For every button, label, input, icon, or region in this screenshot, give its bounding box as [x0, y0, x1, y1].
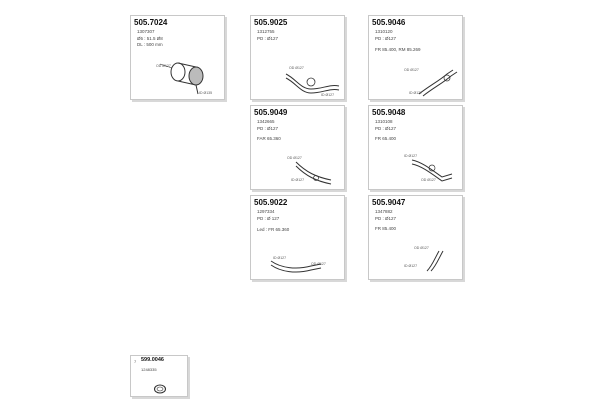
part-card-505-9022[interactable]: [250, 195, 345, 280]
pipe-drawing: [409, 66, 459, 98]
dimension-label: ID Ø127: [273, 256, 287, 260]
part-number: 505.9049: [254, 108, 288, 117]
application-line: Led : FR 65.360: [257, 227, 290, 232]
oem-number: 1307307: [137, 29, 155, 34]
spec-line: PD : Ø127: [375, 126, 397, 131]
dimension-label: OD Ø127: [414, 246, 429, 250]
application-line: FR 65.400: [375, 136, 397, 141]
part-number: 599.0046: [141, 357, 164, 363]
pipe-drawing: [417, 246, 447, 274]
dimension-label: OD Ø127: [287, 156, 302, 160]
part-card-505-9048[interactable]: [368, 105, 463, 190]
dimension-label: ID Ø127: [404, 264, 418, 268]
oem-number: 1310120: [375, 29, 393, 34]
part-card-505-9047[interactable]: [368, 195, 463, 280]
spec-line: DL : 500 mm: [137, 42, 163, 47]
clamp-icon: [153, 384, 167, 394]
dimension-label: OD Ø127: [404, 68, 419, 72]
part-number: 505.9022: [254, 198, 288, 207]
part-number: 505.9025: [254, 18, 288, 27]
spec-line: PD : Ø127: [375, 36, 397, 41]
spec-line: PD : Ø 127: [257, 216, 280, 221]
spec-line: Ø5 : 51.5 Ø8: [137, 36, 163, 41]
dimension-label: OD Ø127: [289, 66, 304, 70]
dimension-label: OD Ø127: [421, 178, 436, 182]
quantity: 7: [134, 359, 137, 364]
oem-number: 1312755: [257, 29, 275, 34]
dimension-label: OD Ø127: [311, 262, 326, 266]
dimension-label: ID Ø135: [199, 91, 213, 95]
part-card-505-9046[interactable]: [368, 15, 463, 100]
dimension-label: ID Ø127: [409, 91, 423, 95]
part-card-505-9049[interactable]: [250, 105, 345, 190]
part-number: 505.7024: [134, 18, 168, 27]
part-number: 505.9046: [372, 18, 406, 27]
part-card-505-7024[interactable]: [130, 15, 225, 100]
dimension-label: ID Ø127: [291, 178, 305, 182]
spec-line: PD : Ø127: [257, 36, 279, 41]
part-card-599-0046[interactable]: [130, 355, 188, 397]
part-number: 505.9048: [372, 108, 406, 117]
application-line: FR 85.400, RM 85.269: [375, 47, 421, 52]
oem-number: 1310108: [375, 119, 393, 124]
oem-number: 1248335: [141, 367, 157, 372]
dimension-label: ID Ø127: [321, 93, 335, 97]
part-number: 505.9047: [372, 198, 406, 207]
part-card-505-9025[interactable]: [250, 15, 345, 100]
pipe-drawing: [407, 152, 457, 184]
oem-number: 1347882: [375, 209, 393, 214]
dimension-label: OD Ø127: [156, 64, 171, 68]
oem-number: 1342665: [257, 119, 275, 124]
spec-line: PD : Ø127: [375, 216, 397, 221]
application-line: FR 85.400: [375, 226, 397, 231]
oem-number: 1297334: [257, 209, 275, 214]
muffler-drawing: [166, 54, 211, 99]
dimension-label: ID Ø127: [404, 154, 418, 158]
pipe-drawing: [266, 256, 326, 276]
pipe-drawing: [281, 64, 341, 96]
application-line: FAR 65.360: [257, 136, 281, 141]
pipe-drawing: [291, 152, 336, 188]
spec-line: PD : Ø127: [257, 126, 279, 131]
